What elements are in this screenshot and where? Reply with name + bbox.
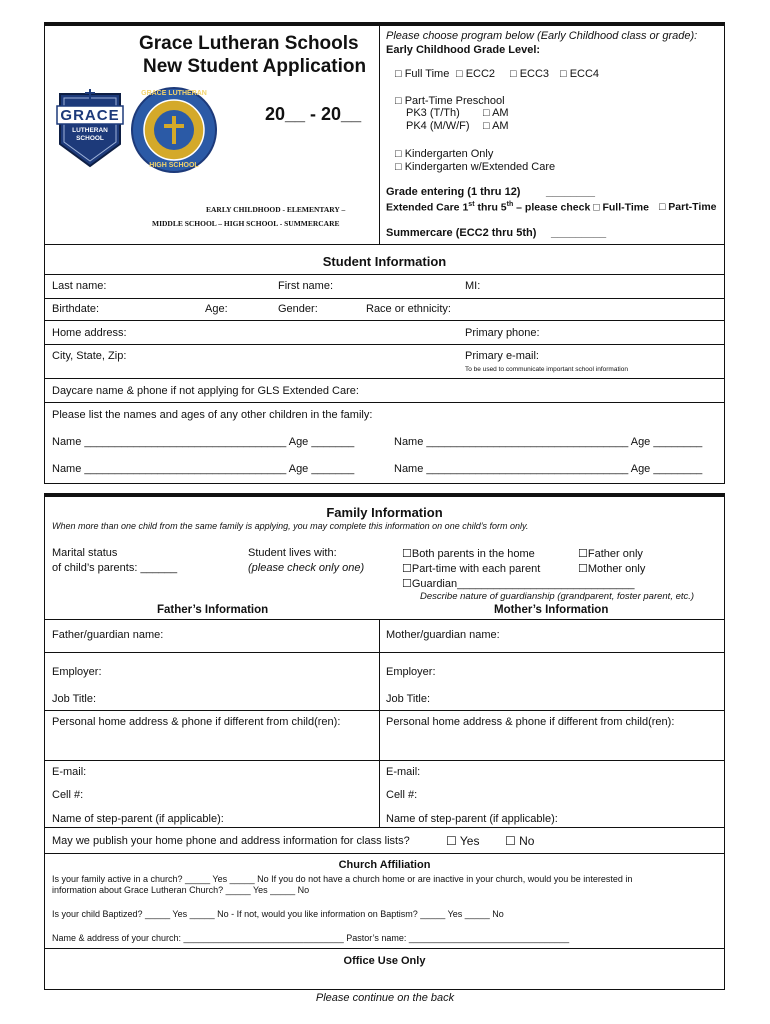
full-time-checkbox[interactable]: □ Full Time xyxy=(395,68,450,80)
school-name: Grace Lutheran Schools xyxy=(139,33,359,54)
father-address-field[interactable]: Personal home address & phone if different from child(ren): xyxy=(52,716,341,728)
pk3-label: PK3 (T/Th) xyxy=(406,107,460,119)
ecc3-checkbox[interactable]: □ ECC3 xyxy=(510,68,550,80)
ecc2-checkbox[interactable]: □ ECC2 xyxy=(456,68,496,80)
pk4-label: PK4 (M/W/F) xyxy=(406,120,470,132)
father-info-heading: Father’s Information xyxy=(157,604,269,616)
church-info-question[interactable]: information about Grace Lutheran Church? _____ Yes _____ No xyxy=(52,885,310,895)
extended-part-time-checkbox[interactable]: □ Part-Time xyxy=(659,201,717,213)
family-info-heading: Family Information xyxy=(326,505,443,520)
publish-no-checkbox[interactable]: ☐ No xyxy=(505,834,535,848)
marital-status-label: Marital status xyxy=(52,547,118,559)
guardian-note: Describe nature of guardianship (grandparent, foster parent, etc.) xyxy=(420,591,695,602)
daycare-field[interactable]: Daycare name & phone if not applying for GLS Extended Care: xyxy=(52,385,359,397)
summercare-field[interactable]: _________ xyxy=(551,227,607,239)
other-children-label: Please list the names and ages of any other children in the family: xyxy=(52,409,373,421)
extended-care-line[interactable]: Extended Care 1st thru 5th – please check □ Full-Time xyxy=(386,201,649,214)
father-employer-field[interactable]: Employer: xyxy=(52,666,102,678)
ecc4-checkbox[interactable]: □ ECC4 xyxy=(560,68,600,80)
birthdate-field[interactable]: Birthdate: xyxy=(52,303,100,315)
grade-entering: Grade entering (1 thru 12) xyxy=(386,186,521,198)
pk3-am-checkbox[interactable]: □ AM xyxy=(483,107,509,119)
marital-status-field[interactable]: of child’s parents: ______ xyxy=(52,562,178,574)
child-name-age-3[interactable]: Name _________________________________ Age _______ xyxy=(52,463,355,475)
home-address-field[interactable]: Home address: xyxy=(52,327,127,339)
race-field[interactable]: Race or ethnicity: xyxy=(366,303,451,315)
primary-phone-field[interactable]: Primary phone: xyxy=(465,327,540,339)
both-parents-checkbox[interactable]: ☐Both parents in the home xyxy=(402,548,535,560)
part-time-each-checkbox[interactable]: ☐Part-time with each parent xyxy=(402,563,541,575)
mother-email-field[interactable]: E-mail: xyxy=(386,766,421,778)
mother-name-field[interactable]: Mother/guardian name: xyxy=(386,629,500,641)
publish-yes-checkbox[interactable]: ☐ Yes xyxy=(446,834,480,848)
father-cell-field[interactable]: Cell #: xyxy=(52,789,84,801)
lives-with-label: Student lives with: xyxy=(248,547,337,559)
mother-address-field[interactable]: Personal home address & phone if different from child(ren): xyxy=(386,716,675,728)
mother-job-title-field[interactable]: Job Title: xyxy=(386,693,431,705)
father-step-parent-field[interactable]: Name of step-parent (if applicable): xyxy=(52,813,224,825)
last-name-field[interactable]: Last name: xyxy=(52,280,107,292)
mother-employer-field[interactable]: Employer: xyxy=(386,666,436,678)
part-time-preschool-checkbox[interactable]: □ Part-Time Preschool xyxy=(395,95,505,107)
church-address-field[interactable]: Name & address of your church: ________________________________ Pastor’s name: ________________________________ xyxy=(52,933,570,943)
city-state-zip-field[interactable]: City, State, Zip: xyxy=(52,350,127,362)
grade-entering-field[interactable]: ________ xyxy=(546,186,595,198)
age-field[interactable]: Age: xyxy=(205,303,228,315)
mother-cell-field[interactable]: Cell #: xyxy=(386,789,418,801)
school-year: 20__ - 20__ xyxy=(265,104,362,124)
primary-email-field[interactable]: Primary e-mail: xyxy=(465,350,539,362)
church-active-question[interactable]: Is your family active in a church? _____ Yes _____ No If you do not have a church home or are inactive in your church, would you be interested in xyxy=(52,874,633,884)
father-only-checkbox[interactable]: ☐Father only xyxy=(578,548,643,560)
email-note: To be used to communicate important school information xyxy=(465,366,628,373)
father-name-field[interactable]: Father/guardian name: xyxy=(52,629,164,641)
high-school-seal: GRACE LUTHERAN HIGH SCHOOL xyxy=(130,86,218,174)
father-job-title-field[interactable]: Job Title: xyxy=(52,693,97,705)
gender-field[interactable]: Gender: xyxy=(278,303,318,315)
grace-logo: GRACE LUTHERAN SCHOOL xyxy=(54,88,126,172)
levels-line-2: MIDDLE SCHOOL – HIGH SCHOOL - SUMMERCARE xyxy=(152,219,340,228)
ec-heading: Early Childhood Grade Level: xyxy=(386,44,541,56)
mother-step-parent-field[interactable]: Name of step-parent (if applicable): xyxy=(386,813,558,825)
kindergarten-extended-checkbox[interactable]: □ Kindergarten w/Extended Care xyxy=(395,161,556,173)
church-heading: Church Affiliation xyxy=(338,859,431,871)
father-email-field[interactable]: E-mail: xyxy=(52,766,87,778)
publish-question: May we publish your home phone and address information for class lists? xyxy=(52,835,410,847)
mother-only-checkbox[interactable]: ☐Mother only xyxy=(578,563,646,575)
child-name-age-4[interactable]: Name _________________________________ Age ________ xyxy=(394,463,703,475)
mi-field[interactable]: MI: xyxy=(465,280,481,292)
application-title: New Student Application xyxy=(143,56,367,77)
guardian-checkbox[interactable]: ☐Guardian_____________________________ xyxy=(402,578,635,590)
first-name-field[interactable]: First name: xyxy=(278,280,334,292)
child-name-age-1[interactable]: Name _________________________________ Age _______ xyxy=(52,436,355,448)
student-info-heading: Student Information xyxy=(322,254,447,269)
child-name-age-2[interactable]: Name _________________________________ Age ________ xyxy=(394,436,703,448)
pk4-am-checkbox[interactable]: □ AM xyxy=(483,120,509,132)
office-use-heading: Office Use Only xyxy=(343,955,426,967)
levels-line-1: EARLY CHILDHOOD - ELEMENTARY – xyxy=(206,205,346,214)
family-info-note: When more than one child from the same family is applying, you may complete this information on one child’s form only. xyxy=(52,521,529,531)
continue-note: Please continue on the back xyxy=(315,992,455,1004)
mother-info-heading: Mother’s Information xyxy=(494,604,609,616)
lives-with-hint: (please check only one) xyxy=(248,562,365,574)
baptized-question[interactable]: Is your child Baptized? _____ Yes _____ No - If not, would you like information on Baptism? _____ Yes _____ No xyxy=(52,909,504,919)
summercare-label: Summercare (ECC2 thru 5th) xyxy=(386,227,537,239)
program-intro: Please choose program below (Early Childhood class or grade): xyxy=(386,30,698,42)
kindergarten-only-checkbox[interactable]: □ Kindergarten Only xyxy=(395,148,494,160)
